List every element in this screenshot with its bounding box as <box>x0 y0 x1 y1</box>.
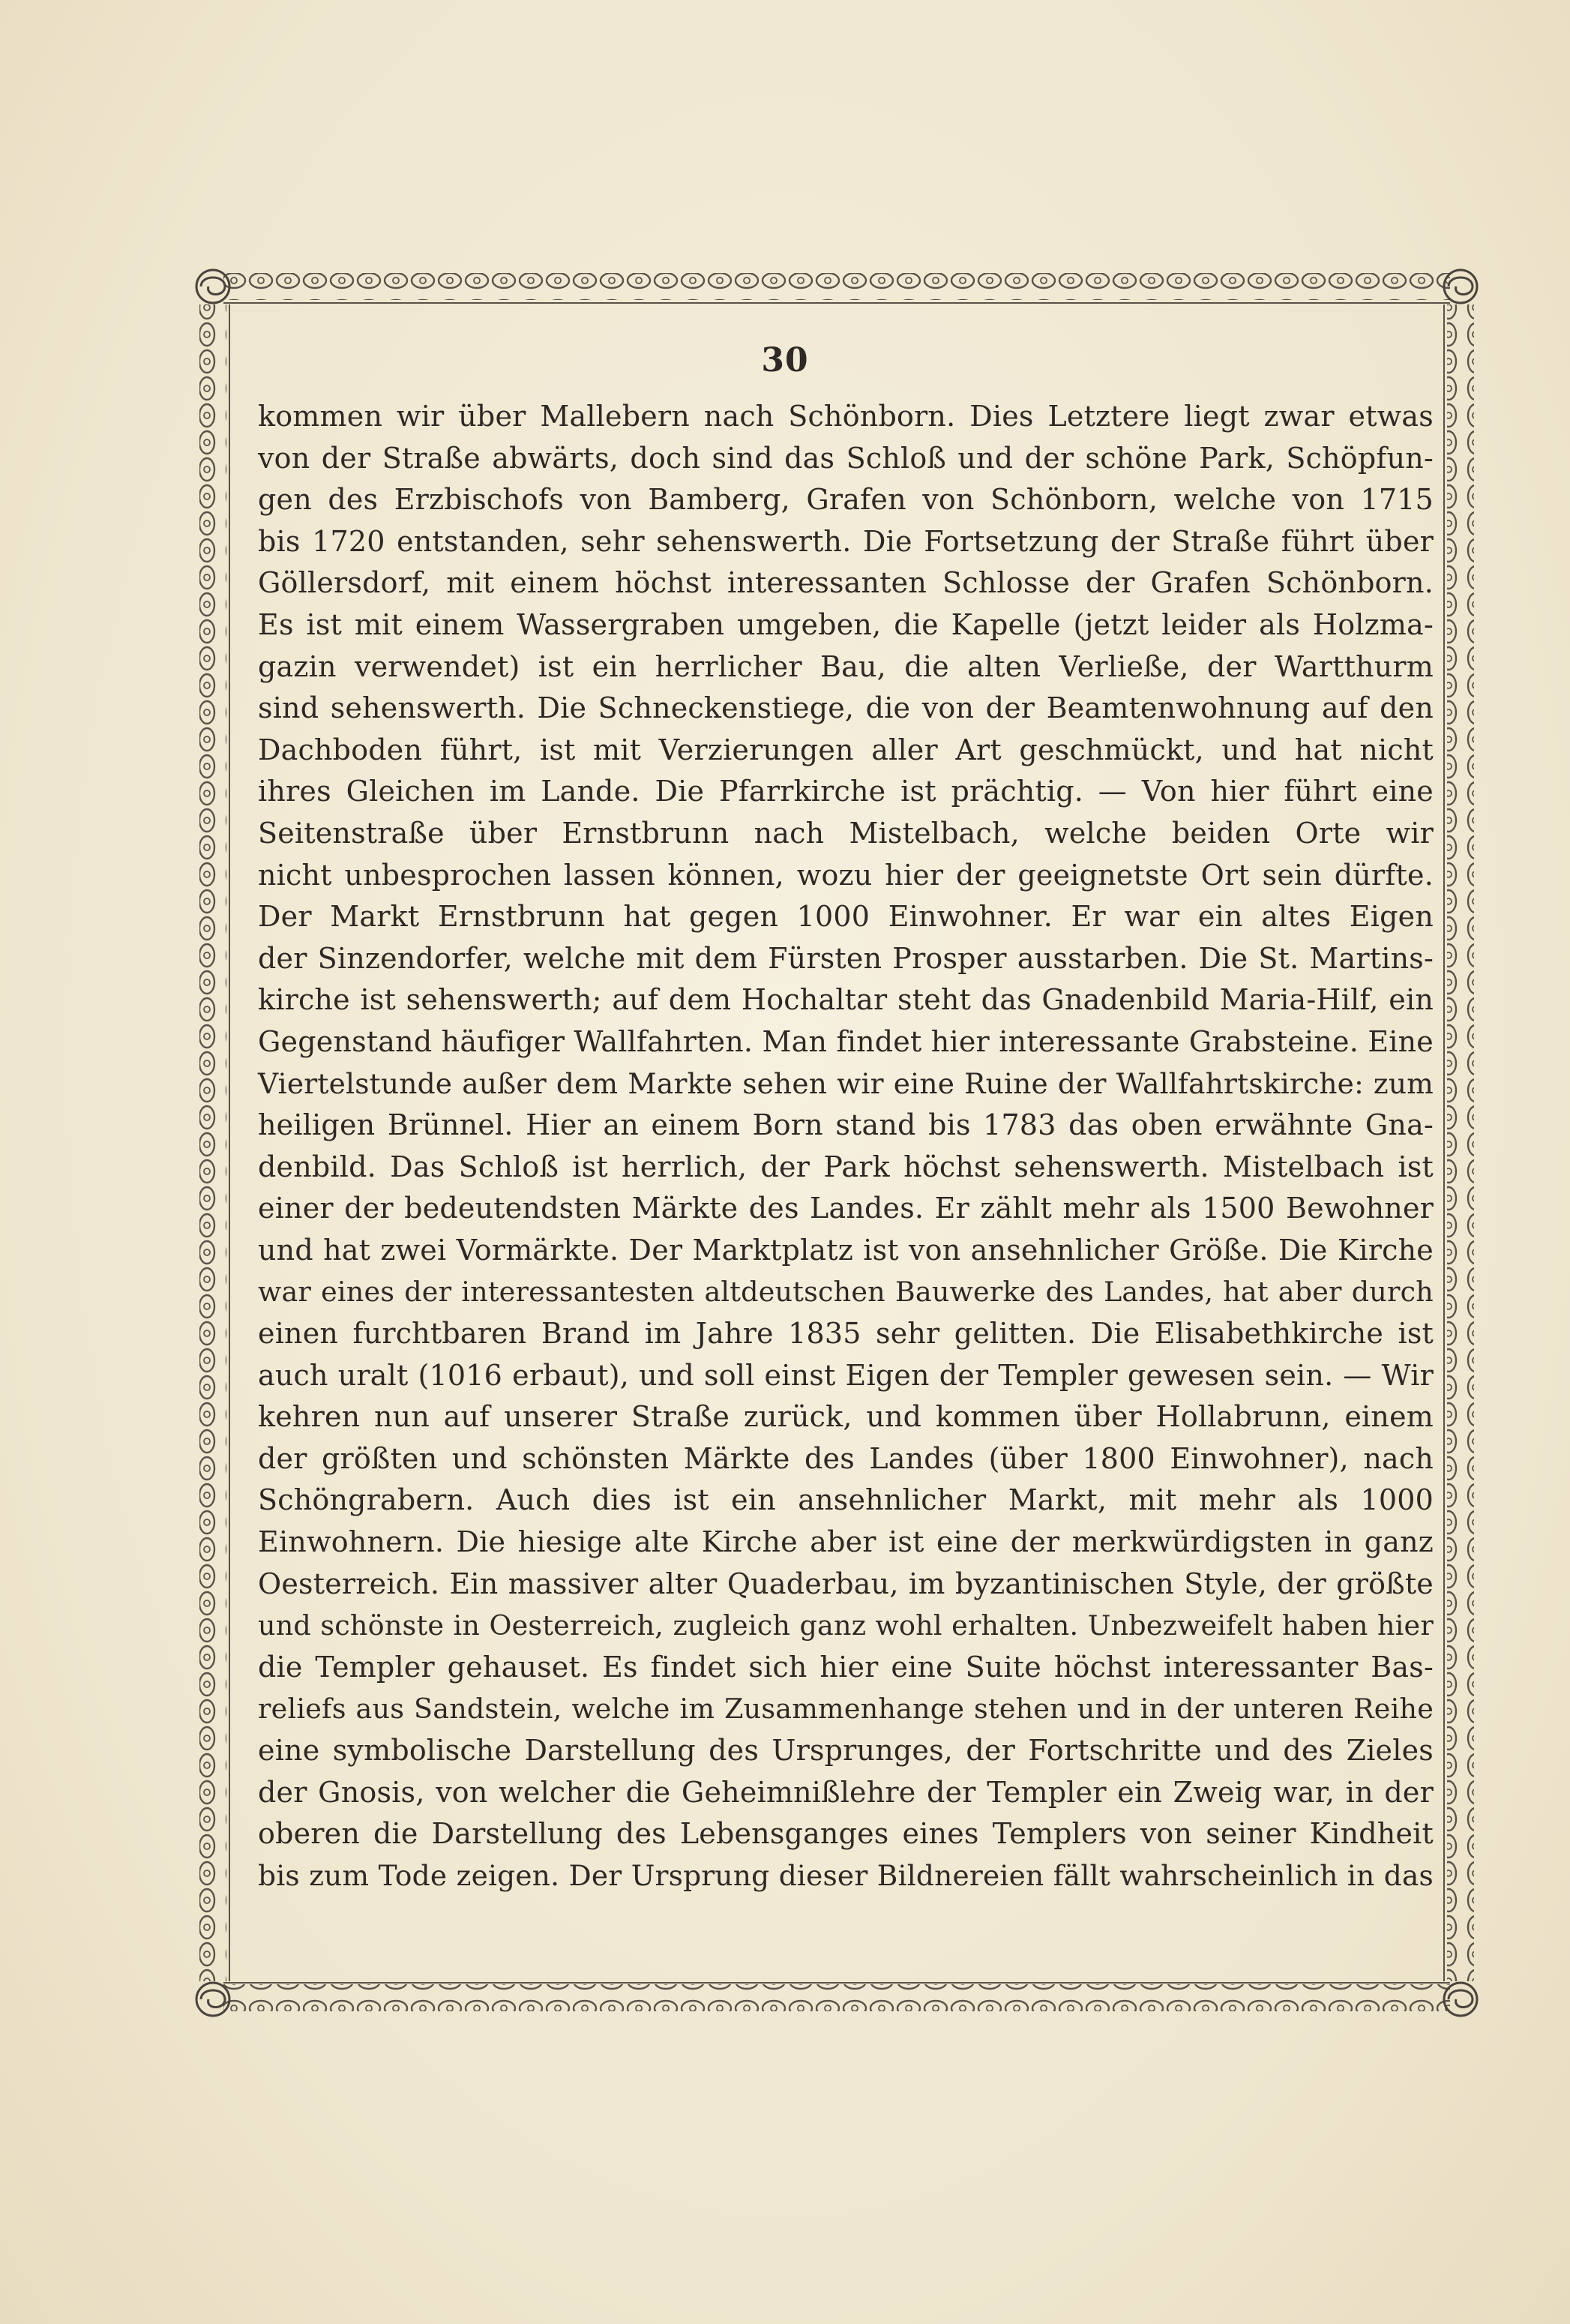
text-line: und schönste in Oesterreich, zugleich ganz wohl erhalten. Unbezweifelt haben hier <box>258 1609 1434 1642</box>
text-line: eine symbolische Darstellung des Ursprunges, der Fortschritte und des Zieles <box>258 1734 1434 1767</box>
text-line: Göllersdorf, mit einem höchst interessanten Schlosse der Grafen Schönborn. <box>258 566 1434 600</box>
text-line: war eines der interessantesten altdeutschen Bauwerke des Landes, hat aber durch <box>258 1276 1434 1309</box>
text-line: die Templer gehauset. Es findet sich hier eine Suite höchst interessanter Bas- <box>258 1650 1434 1684</box>
text-line: von der Straße abwärts, doch sind das Schloß und der schöne Park, Schöpfun- <box>258 441 1434 475</box>
body-text <box>258 396 1434 1897</box>
text-line: Schöngrabern. Auch dies ist ein ansehnlicher Markt, mit mehr als 1000 <box>258 1483 1434 1517</box>
text-line: der größten und schönsten Märkte des Landes (über 1800 Einwohner), nach <box>258 1441 1434 1475</box>
text-line: Seitenstraße über Ernstbrunn nach Mistelbach, welche beiden Orte wir <box>258 816 1434 850</box>
text-line: denbild. Das Schloß ist herrlich, der Park höchst sehenswerth. Mistelbach ist <box>258 1150 1434 1183</box>
text-line: Viertelstunde außer dem Markte sehen wir eine Ruine der Wallfahrtskirche: zum <box>258 1066 1434 1100</box>
text-line: kehren nun auf unserer Straße zurück, und kommen über Hollabrunn, einem <box>258 1400 1434 1434</box>
text-line: der Sinzendorfer, welche mit dem Fürsten Prosper ausstarben. Die St. Martins- <box>258 941 1434 975</box>
text-line: ihres Gleichen im Lande. Die Pfarrkirche ist prächtig. — Von hier führt eine <box>258 775 1434 808</box>
text-line: Der Markt Ernstbrunn hat gegen 1000 Einwohner. Er war ein altes Eigen <box>258 900 1434 934</box>
text-line: gen des Erzbischofs von Bamberg, Grafen von Schönborn, welche von 1715 <box>258 483 1434 517</box>
text-line: einer der bedeutendsten Märkte des Landes. Er zählt mehr als 1500 Bewohner <box>258 1192 1434 1225</box>
text-line: nicht unbesprochen lassen können, wozu hier der geeignetste Ort sein dürfte. <box>258 858 1434 892</box>
text-line: der Gnosis, von welcher die Geheimnißlehre der Templer ein Zweig war, in der <box>258 1775 1434 1809</box>
text-line: bis 1720 entstanden, sehr sehenswerth. Die Fortsetzung der Straße führt über <box>258 524 1434 558</box>
text-line: reliefs aus Sandstein, welche im Zusammenhange stehen und in der unteren Reihe <box>258 1693 1434 1726</box>
text-line: Gegenstand häufiger Wallfahrten. Man findet hier interessante Grabsteine. Eine <box>258 1024 1434 1058</box>
text-line: Dachboden führt, ist mit Verzierungen aller Art geschmückt, und hat nicht <box>258 733 1434 766</box>
page-number: 30 <box>761 341 809 379</box>
text-line: einen furchtbaren Brand im Jahre 1835 sehr gelitten. Die Elisabethkirche ist <box>258 1317 1434 1351</box>
text-line: Einwohnern. Die hiesige alte Kirche aber ist eine der merkwürdigsten in ganz <box>258 1525 1434 1559</box>
text-line: bis zum Tode zeigen. Der Ursprung dieser Bildnereien fällt wahrscheinlich in das <box>258 1858 1434 1892</box>
text-line: Oesterreich. Ein massiver alter Quaderbau, im byzantinischen Style, der größte <box>258 1567 1434 1600</box>
text-line: sind sehenswerth. Die Schneckenstiege, die von der Beamtenwohnung auf den <box>258 691 1434 725</box>
text-line: und hat zwei Vormärkte. Der Marktplatz ist von ansehnlicher Größe. Die Kirche <box>258 1233 1434 1267</box>
text-line: Es ist mit einem Wassergraben umgeben, die Kapelle (jetzt leider als Holzma- <box>258 607 1434 641</box>
text-line: heiligen Brünnel. Hier an einem Born stand bis 1783 das oben erwähnte Gna- <box>258 1108 1434 1142</box>
text-line: kommen wir über Mallebern nach Schönborn. Dies Letztere liegt zwar etwas <box>258 400 1434 433</box>
text-line: oberen die Darstellung des Lebensganges eines Templers von seiner Kindheit <box>258 1817 1434 1851</box>
text-line: gazin verwendet) ist ein herrlicher Bau, die alten Verließe, der Wartthurm <box>258 649 1434 683</box>
text-line: kirche ist sehenswerth; auf dem Hochaltar steht das Gnadenbild Maria-Hilf, ein <box>258 983 1434 1017</box>
text-line: auch uralt (1016 erbaut), und soll einst Eigen der Templer gewesen sein. — Wir <box>258 1358 1434 1392</box>
